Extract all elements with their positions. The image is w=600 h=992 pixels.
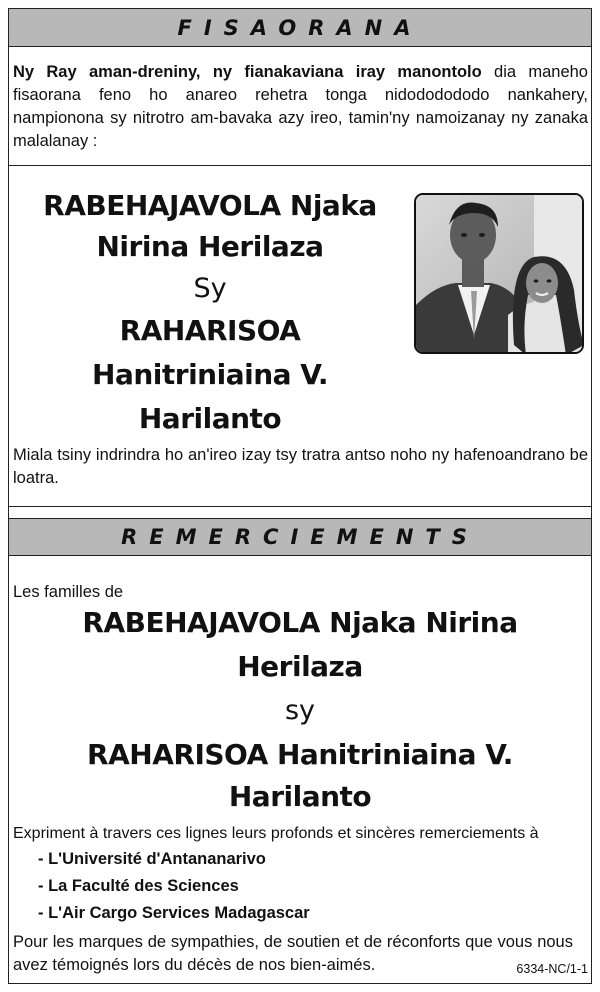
fisaorana-header: FISAORANA: [9, 9, 591, 47]
fisaorana-intro-rest: dia maneho fisaorana feno ho anareo rehetra tonga nidododododo nankahery, nampionona sy nitrotro am-bavaka azy ireo, tamin'ny namoizanay ny zanaka malalanay :: [13, 63, 588, 150]
fisaorana-closing: Miala tsiny indrindra ho an'ireo izay tsy tratra antso noho ny hafenoandrano be loatra.: [13, 446, 588, 487]
couple-photo: [414, 193, 584, 354]
fisaorana-intro: [13, 61, 588, 153]
list-item: - La Faculté des Sciences: [38, 877, 239, 895]
fisaorana-connector: Sy: [193, 273, 227, 304]
recipient-list: [38, 846, 310, 927]
section-divider: [9, 165, 591, 166]
remerciements-name2-line1: RAHARISOA Hanitriniaina V.: [87, 738, 513, 771]
list-item: - L'Air Cargo Services Madagascar: [38, 904, 310, 922]
remerciements-name1-line1: RABEHAJAVOLA Njaka Nirina: [82, 606, 518, 639]
fisaorana-name1-line2: Nirina Herilaza: [96, 230, 324, 263]
fisaorana-name2-line1: RAHARISOA: [119, 314, 301, 347]
fisaorana-name2-line3: Harilanto: [138, 402, 282, 435]
remerciements-closing: Pour les marques de sympathies, de soutien et de réconforts que vous nous avez témoignés lors du décès de nos bien-aimés.: [13, 933, 573, 974]
remerciements-connector: sy: [284, 695, 316, 726]
remerciements-expression: Expriment à travers ces lignes leurs profonds et sincères remerciements à: [13, 825, 539, 842]
couple-photo-image: [416, 195, 584, 354]
section-divider: [9, 506, 591, 507]
remerciements-name2-line2: Harilanto: [228, 780, 372, 813]
list-item: - L'Université d'Antananarivo: [38, 850, 266, 868]
remerciements-name1-line2: Herilaza: [237, 650, 363, 683]
reference-code: 6334-NC/1-1: [516, 962, 588, 976]
remerciements-header: REMERCIEMENTS: [9, 518, 591, 556]
fisaorana-name1-line1: RABEHAJAVOLA Njaka: [43, 189, 377, 222]
remerciements-intro: Les familles de: [13, 583, 124, 601]
fisaorana-intro-bold: Ny Ray aman-dreniny, ny fianakaviana iray manontolo: [13, 63, 482, 81]
fisaorana-name2-line2: Hanitriniaina V.: [92, 358, 328, 391]
